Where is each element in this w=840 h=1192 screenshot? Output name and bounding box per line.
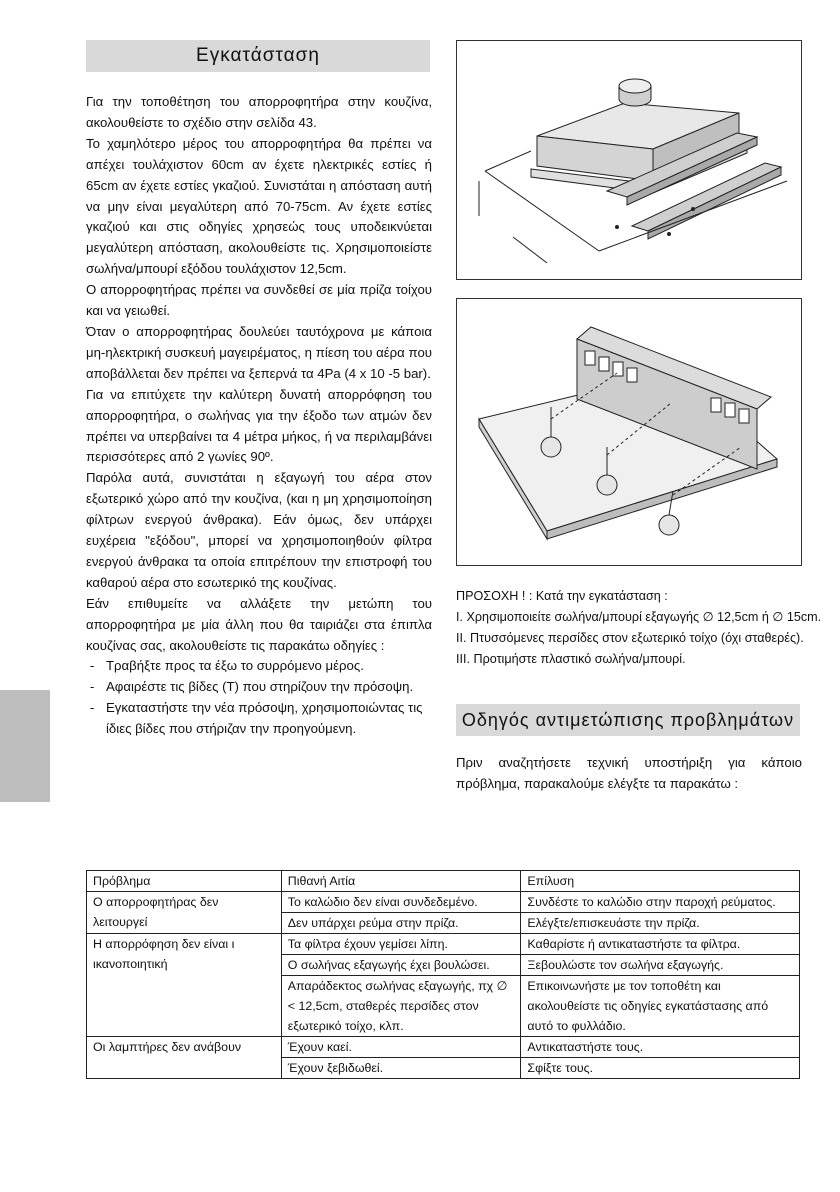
table-row xyxy=(87,1037,800,1058)
solution-cell: Ξεβουλώστε τον σωλήνα εξαγωγής. xyxy=(521,955,800,976)
cause-cell: Έχουν καεί. xyxy=(281,1037,521,1058)
troubleshooting-heading: Οδηγός αντιμετώπισης προβλημάτων xyxy=(456,704,800,736)
install-paragraph: Ο απορροφητήρας πρέπει να συνδεθεί σε μία πρίζα τοίχου και να γειωθεί. xyxy=(86,282,432,319)
hood-assembly-drawing xyxy=(457,41,801,279)
solution-cell: Σφίξτε τους. xyxy=(521,1058,800,1079)
front-panel-screws-figure xyxy=(456,298,802,566)
cause-cell: Απαράδεκτος σωλήνας εξαγωγής, πχ ∅ < 12,5cm, σταθερές περσίδες στον εξωτερικό τοίχο, κλπ. xyxy=(281,976,521,1037)
hood-assembly-figure xyxy=(456,40,802,280)
problem-cell: Ο απορροφητήρας δεν λειτουργεί xyxy=(87,892,282,934)
problem-cell: Οι λαμπτήρες δεν ανάβουν xyxy=(87,1037,282,1079)
caution-heading: ΠΡΟΣΟΧΗ ! : Κατά την εγκατάσταση : xyxy=(456,589,668,603)
solution-cell: Ελέγξτε/επισκευάστε την πρίζα. xyxy=(521,913,800,934)
table-row xyxy=(87,892,800,913)
caution-item: II. Πτυσσόμενες περσίδες στον εξωτερικό τοίχο (όχι σταθερές). xyxy=(456,631,804,645)
cause-cell: Τα φίλτρα έχουν γεμίσει λίπη. xyxy=(281,934,521,955)
install-paragraph: Όταν ο απορροφητήρας δουλεύει ταυτόχρονα με κάποια μη-ηλεκτρική συσκευή μαγειρέματος, η πίεση του αέρα που αποβάλλεται δεν πρέπει να ξεπερνά τα 4Pa (4 x 10 -5 bar). xyxy=(86,323,432,381)
solution-cell: Καθαρίστε ή αντικαταστήστε τα φίλτρα. xyxy=(521,934,800,955)
install-paragraph: Για να επιτύχετε την καλύτερη δυνατή απορρόφηση του απορροφητήρα, ο σωλήνας για την έξοδο των ατμών δεν πρέπει να υπερβαίνει τα 4 μέτρα μήκος, ή να περιλαμβάνει περισσότερες από 2 γωνίες 90º. xyxy=(86,386,432,465)
caution-item: III. Προτιμήστε πλαστικό σωλήνα/μπουρί. xyxy=(456,652,686,666)
table-header-row xyxy=(87,871,800,892)
install-paragraph: Παρόλα αυτά, συνιστάται η εξαγωγή του αέρα στον εξωτερικό χώρο από την κουζίνα, (και η μη χρησιμοποίηση φίλτρων ενεργού άνθρακα). Εάν όμως, δεν υπάρχει ευχέρεια "εξόδου", μπορεί να χρησιμοποιηθούν φίλτρα ενεργού άνθρακα τα οποία επιτρέπουν την επιστροφή του καθαρού αέρα στο εσωτερικό της κουζίνας. xyxy=(86,470,432,590)
page-edge-tab xyxy=(0,690,50,802)
header-problem: Πρόβλημα xyxy=(87,871,282,892)
step-item: - Τραβήξτε προς τα έξω το συρρόμενο μέρος. xyxy=(86,656,432,677)
solution-cell: Επικοινωνήστε με τον τοποθέτη και ακολουθείστε τις οδηγίες εγκατάστασης από αυτό το φυλλάδιο. xyxy=(521,976,800,1037)
header-cause: Πιθανή Αιτία xyxy=(281,871,521,892)
installation-heading: Εγκατάσταση xyxy=(86,40,430,72)
troubleshooting-table xyxy=(86,870,800,1079)
solution-cell: Αντικαταστήστε τους. xyxy=(521,1037,800,1058)
problem-cell: Η απορρόφηση δεν είναι ι ικανοποιητική xyxy=(87,934,282,1037)
install-paragraph: Για την τοποθέτηση του απορροφητήρα στην κουζίνα, ακολουθείστε το σχέδιο στην σελίδα 43. xyxy=(86,94,432,130)
troubleshooting-intro: Πριν αναζητήσετε τεχνική υποστήριξη για κάποιο πρόβλημα, παρακαλούμε ελέγξτε τα παρακάτω : xyxy=(456,755,802,791)
front-panel-drawing xyxy=(457,299,801,565)
cause-cell: Έχουν ξεβιδωθεί. xyxy=(281,1058,521,1079)
solution-cell: Συνδέστε το καλώδιο στην παροχή ρεύματος. xyxy=(521,892,800,913)
caution-item: I. Χρησιμοποιείτε σωλήνα/μπουρί εξαγωγής ∅ 12,5cm ή ∅ 15cm. xyxy=(456,610,822,624)
cause-cell: Δεν υπάρχει ρεύμα στην πρίζα. xyxy=(281,913,521,934)
installation-caution xyxy=(456,586,822,670)
step-item: - Εγκαταστήστε την νέα πρόσοψη, χρησιμοποιώντας τις ίδιες βίδες που στήριζαν την προηγούμενη. xyxy=(86,698,432,740)
install-paragraph: Το χαμηλότερο μέρος του απορροφητήρα θα πρέπει να απέχει τουλάχιστον 60cm αν έχετε ηλεκτρικές εστίες ή 65cm αν έχετε εστίες γκαζιού. Συνιστάται η απόσταση αυτή να μην είναι μεγαλύτερη από 70-75cm. Αν έχετε εστίες γκαζιού και στις οδηγίες χρησεώς τους υποδεικνύεται μεγαλύτερη απόσταση, ακολουθείστε τις. Χρησιμοποιείστε σωλήνα/μπουρί εξόδου τουλάχιστον 12,5cm. xyxy=(86,135,432,277)
step-item: - Αφαιρέστε τις βίδες (T) που στηρίζουν την πρόσοψη. xyxy=(86,677,432,698)
cause-cell: Το καλώδιο δεν είναι συνδεδεμένο. xyxy=(281,892,521,913)
front-panel-steps xyxy=(86,656,432,740)
table-row xyxy=(87,934,800,955)
installation-text xyxy=(86,92,432,740)
header-solution: Επίλυση xyxy=(521,871,800,892)
install-paragraph: Εάν επιθυμείτε να αλλάξετε την μετώπη του απορροφητήρα με μία άλλη που θα ταιριάζει στα έπιπλα κουζίνας σας, ακολουθείστε τις παρακάτω οδηγίες : xyxy=(86,595,432,653)
cause-cell: Ο σωλήνας εξαγωγής έχει βουλώσει. xyxy=(281,955,521,976)
